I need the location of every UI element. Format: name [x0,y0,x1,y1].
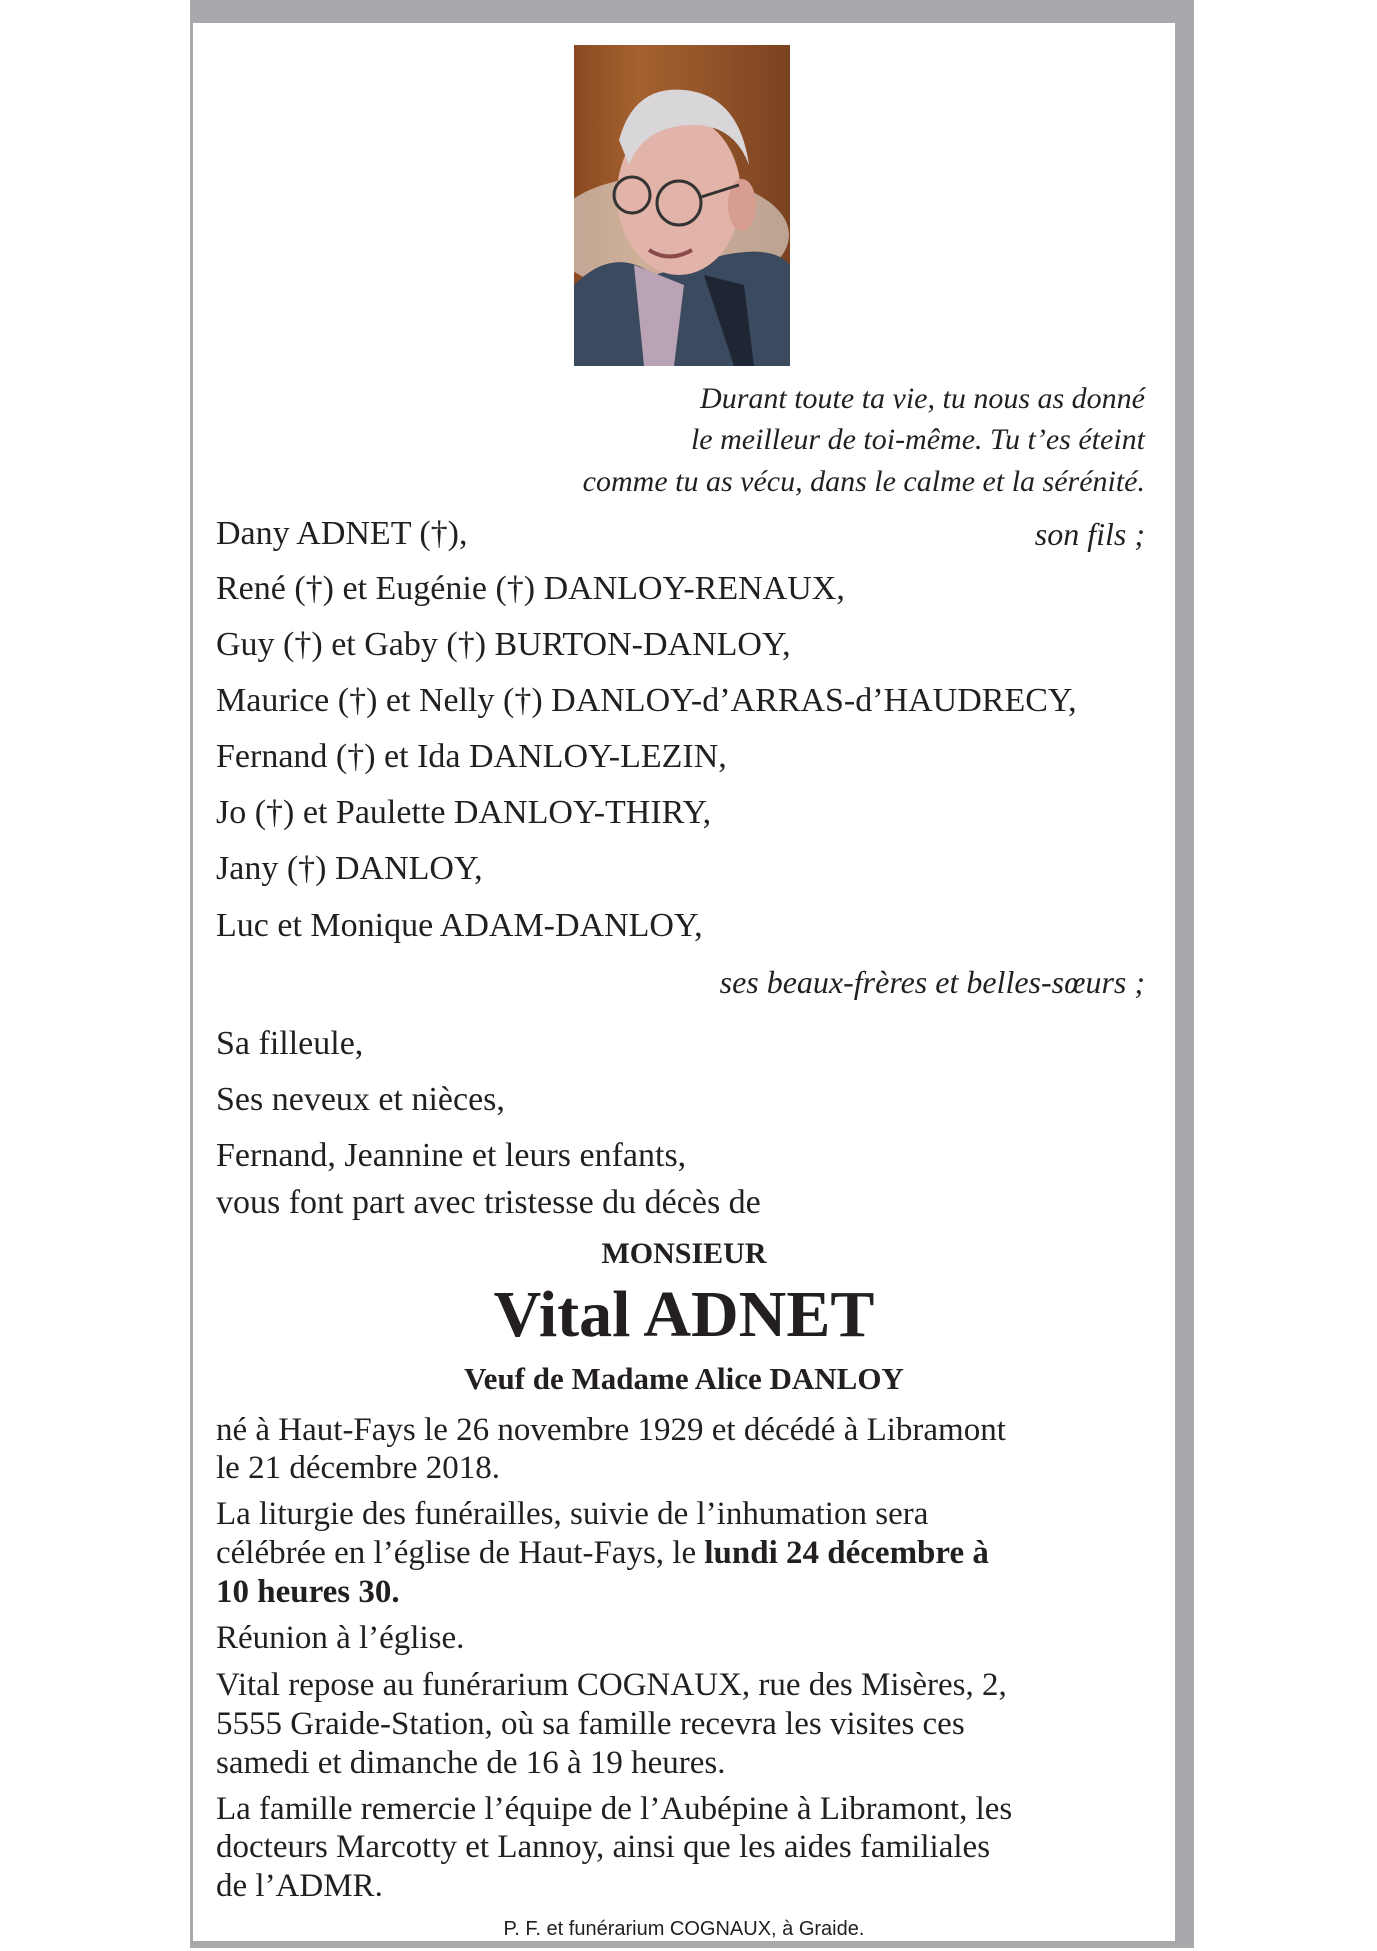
birth-line: le 21 décembre 2018. [216,1450,501,1486]
thanks-line: docteurs Marcotty et Lannoy, ainsi que les aides familiales [216,1829,991,1865]
funeral-home-footer: P. F. et funérarium COGNAUX, à Graide. [503,1918,865,1940]
funeral-time: 10 heures 30. [216,1574,400,1610]
son-relation: son fils ; [1034,516,1145,552]
thanks-line: La famille remercie l’équipe de l’Aubépine à Libramont, les [216,1791,1013,1827]
in-law-line: Maurice (†) et Nelly (†) DANLOY-d’ARRAS-d’HAUDRECY, [216,682,1077,719]
family-line: Fernand, Jeannine et leurs enfants, [216,1137,687,1174]
birth-line: né à Haut-Fays le 26 novembre 1929 et décédé à Libramont [216,1412,1006,1448]
in-law-line: Luc et Monique ADAM-DANLOY, [216,907,703,944]
funeral-date: lundi 24 décembre à [704,1535,989,1571]
son-name: Dany ADNET (†), [216,515,468,552]
visit-line: samedi et dimanche de 16 à 19 heures. [216,1745,726,1781]
visit-line: 5555 Graide-Station, où sa famille recevra les visites ces [216,1706,965,1742]
family-line: Ses neveux et nièces, [216,1081,505,1118]
quote-line: le meilleur de toi-même. Tu t’es éteint [690,423,1145,456]
thanks-line: de l’ADMR. [216,1868,383,1904]
funeral-line [216,1531,989,1575]
funeral-text: célébrée en l’église de Haut-Fays, le [216,1535,705,1571]
quote-line: comme tu as vécu, dans le calme et la sérénité. [582,465,1145,498]
announcement-line: vous font part avec tristesse du décès de [216,1184,761,1221]
meeting-line: Réunion à l’église. [216,1620,465,1656]
in-law-line: Guy (†) et Gaby (†) BURTON-DANLOY, [216,626,791,663]
deceased-name: Vital ADNET [493,1278,875,1351]
deceased-title: MONSIEUR [601,1237,767,1270]
in-laws-relation: ses beaux-frères et belles-sœurs ; [719,964,1145,1000]
in-law-line: Jo (†) et Paulette DANLOY-THIRY, [216,794,712,831]
in-law-line: Jany (†) DANLOY, [216,850,483,887]
in-law-line: René (†) et Eugénie (†) DANLOY-RENAUX, [216,570,845,607]
funeral-line: La liturgie des funérailles, suivie de l’inhumation sera [216,1496,929,1532]
portrait-photo [574,45,790,366]
in-law-line: Fernand (†) et Ida DANLOY-LEZIN, [216,738,727,775]
visit-line: Vital repose au funérarium COGNAUX, rue des Misères, 2, [216,1667,1007,1703]
family-line: Sa filleule, [216,1025,364,1062]
spouse-line: Veuf de Madame Alice DANLOY [464,1361,904,1396]
quote-line: Durant toute ta vie, tu nous as donné [700,382,1145,415]
